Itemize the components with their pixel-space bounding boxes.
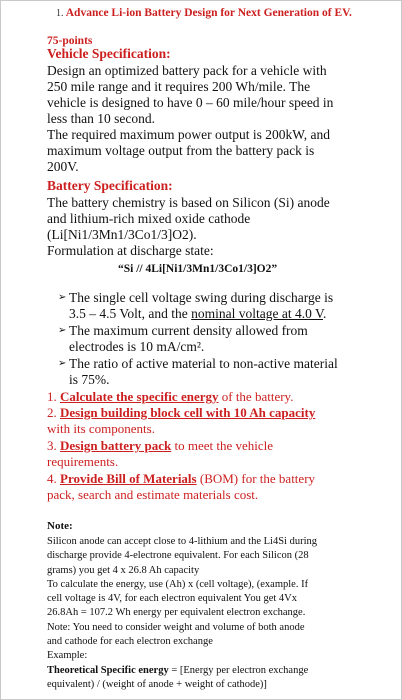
vehicle-line: 250 mile range and it requires 200 Wh/mile. The [47, 79, 311, 94]
bullet-arrow-icon: ➢ [58, 358, 67, 369]
vehicle-line: The required maximum power output is 200kW, and [47, 127, 330, 142]
note-title: Note: [47, 520, 73, 532]
points-label: 75-points [47, 35, 93, 47]
bullet-voltage: ➢ The single cell voltage swing during discharge is 3.5 – 4.5 Volt, and the nominal voltage at 4.0 V. [58, 290, 334, 321]
task-4: 4. Provide Bill of Materials (BOM) for the battery pack, search and estimate materials cost. [47, 471, 316, 502]
vehicle-line: less than 10 second. [47, 111, 155, 126]
specific-energy-term: Theoretical Specific energy [47, 664, 169, 676]
bullet-arrow-icon: ➢ [58, 292, 67, 303]
task-1: 1. Calculate the specific energy of the battery. [47, 389, 294, 404]
battery-line: The battery chemistry is based on Silicon (Si) anode [47, 195, 330, 210]
question-title [56, 6, 356, 21]
vehicle-line: maximum voltage output from the battery pack is [47, 143, 315, 158]
task-3-link[interactable]: Design battery pack [60, 438, 172, 453]
bullet-arrow-icon: ➢ [58, 325, 67, 336]
vehicle-line: 200V. [47, 159, 79, 174]
battery-spec-heading: Battery Specification: [47, 178, 173, 193]
discharge-formula: “Si // 4Li[Ni1/3Mn1/3Co1/3]O2” [118, 263, 278, 275]
battery-line: (Li[Ni1/3Mn1/3Co1/3]O2). [47, 227, 197, 242]
task-2-link[interactable]: Design building block cell with 10 Ah capacity [60, 405, 316, 420]
bullet-current-density: ➢ The maximum current density allowed from electrodes is 10 mA/cm². [58, 323, 308, 354]
battery-line: Formulation at discharge state: [47, 243, 214, 258]
question-title-text: Advance Li-ion Battery Design for Next Generation of EV. [65, 7, 352, 19]
task-2: 2. Design building block cell with 10 Ah capacity with its components. [47, 405, 316, 436]
bullet-active-ratio: ➢ The ratio of active material to non-active material is 75%. [58, 356, 338, 387]
vehicle-spec-text [47, 63, 347, 175]
task-1-link[interactable]: Calculate the specific energy [60, 389, 219, 404]
battery-spec-text [47, 195, 347, 259]
task-4-link[interactable]: Provide Bill of Materials [60, 471, 197, 486]
task-3: 3. Design battery pack to meet the vehicle requirements. [47, 438, 274, 469]
vehicle-line: vehicle is designed to have 0 – 60 mile/hour speed in [47, 95, 334, 110]
question-number: 1. [56, 8, 64, 19]
vehicle-spec-heading: Vehicle Specification: [47, 46, 171, 61]
vehicle-line: Design an optimized battery pack for a vehicle with [47, 63, 327, 78]
note-body: Silicon anode can accept close to 4-lithium and the Li4Si during discharge provide 4-electrone equivalent. For each Silicon (28 grams) you get 4 x 26.8 Ah capacity To calculate the energy, use (Ah) x (cell voltage), (example. If cell voltage is 4V, for each electron equivalent You get 4Vx 26.8Ah = 107.2 Wh energy per equivalent electron exchange. Note: You need to consider weight and volume of both anode and cathode for each electron exchange Example: Theoretical Specific energy = [Energy per electron exchange equivalent) / (weight of anode + weight of cathode)] [47, 536, 318, 690]
battery-line: and lithium-rich mixed oxide cathode [47, 211, 251, 226]
nominal-voltage: nominal voltage at 4.0 V [191, 306, 324, 321]
